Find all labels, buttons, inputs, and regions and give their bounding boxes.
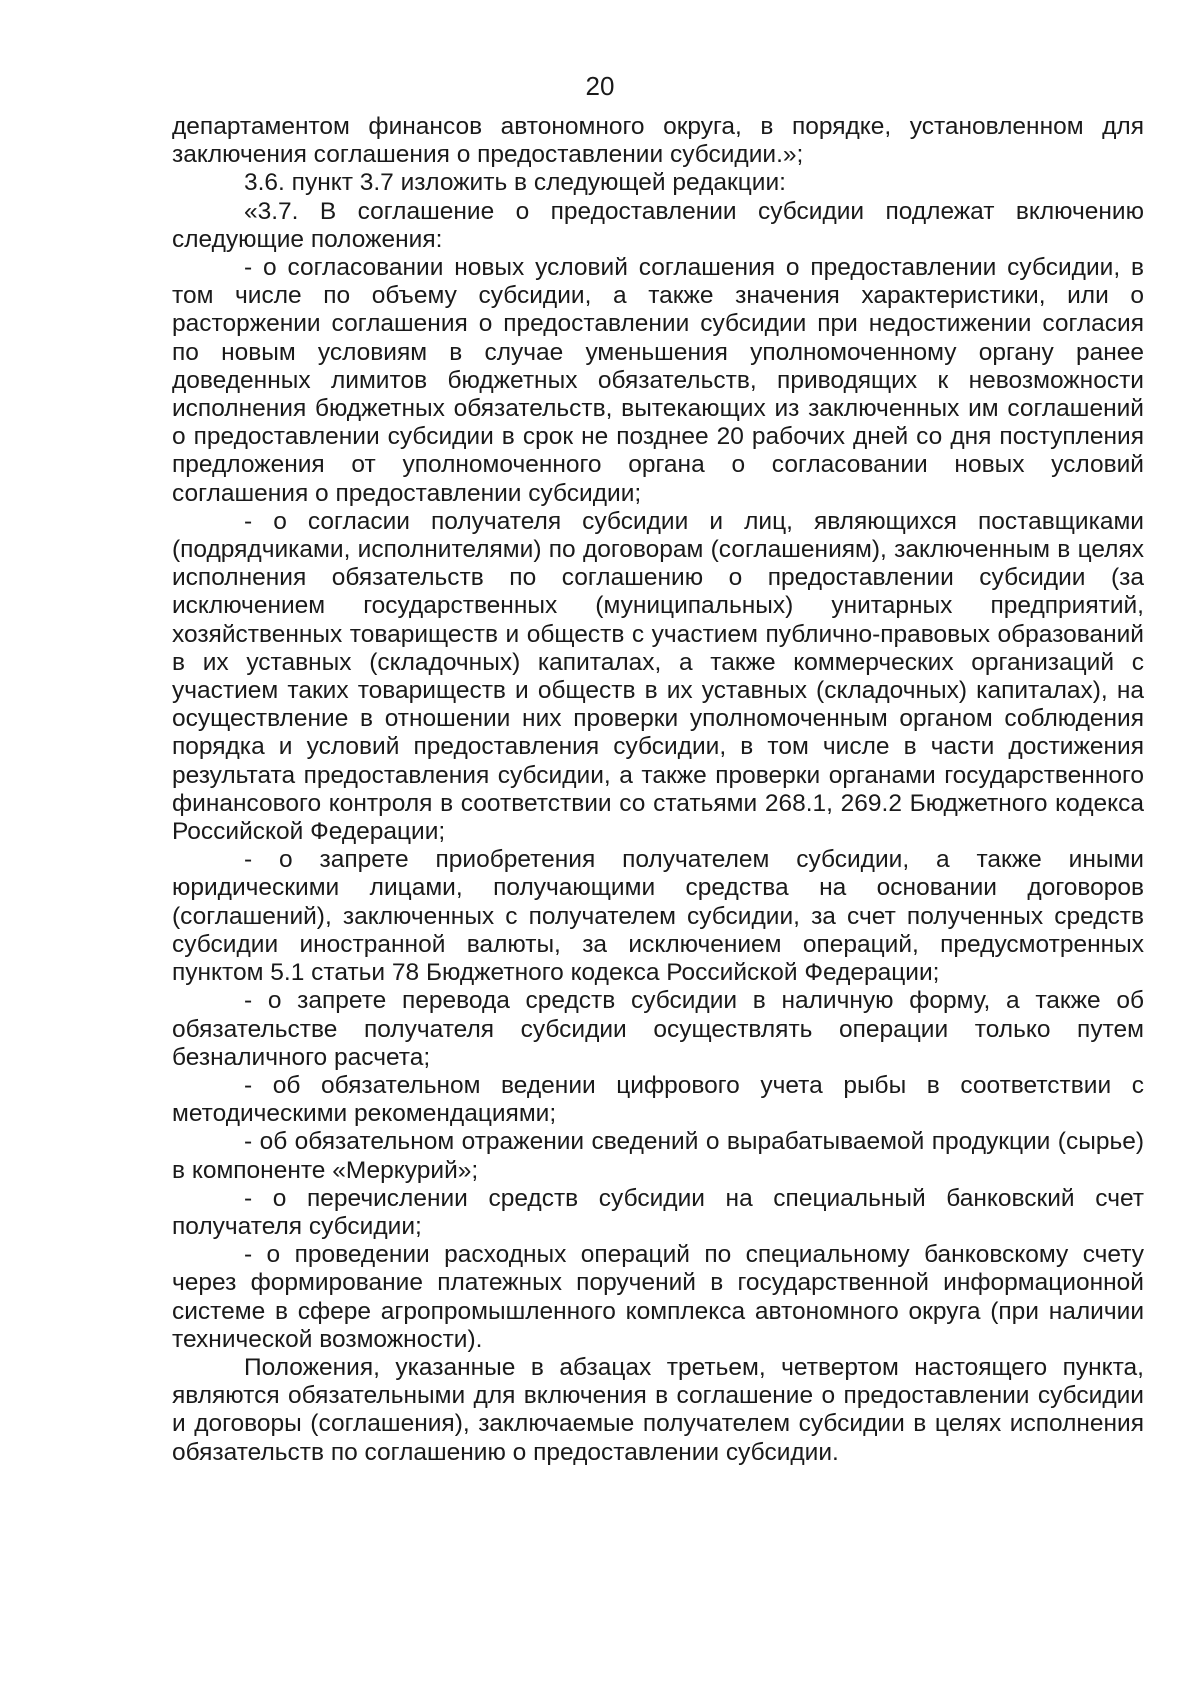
paragraph-provision-foreign-currency: - о запрете приобретения получателем субсидии, а также иными юридическими лицами, получающими средства на основании договоров (соглашений), заключенных с получателем субсидии, за счет полученных средств субсидии иностранной валюты, за исключением операций, предусмотренных пунктом 5.1 статьи 78 Бюджетного кодекса Российской Федерации; — [172, 846, 1144, 987]
paragraph-provision-cash-ban: - о запрете перевода средств субсидии в наличную форму, а также об обязательстве получателя субсидии осуществлять операции только путем безналичного расчета; — [172, 987, 1144, 1071]
paragraph-provision-mercury: - об обязательном отражении сведений о вырабатываемой продукции (сырье) в компоненте «Меркурий»; — [172, 1128, 1144, 1184]
paragraph-provision-payment-orders: - о проведении расходных операций по специальному банковскому счету через формирование платежных поручений в государственной информационной системе в сфере агропромышленного комплекса автономного округа (при наличии технической возможности). — [172, 1241, 1144, 1353]
paragraph-item-3-7: «3.7. В соглашение о предоставлении субсидии подлежат включению следующие положения: — [172, 197, 1144, 253]
paragraph-provision-new-terms: - о согласовании новых условий соглашения о предоставлении субсидии, в том числе по объему субсидии, а также значения характеристики, или о расторжении соглашения о предоставлении субсидии при недостижении согласия по новым условиям в случае уменьшения уполномоченному органу ранее доведенных лимитов бюджетных обязательств, приводящих к невозможности исполнения бюджетных обязательств, вытекающих из заключенных им соглашений о предоставлении субсидии в срок не позднее 20 рабочих дней со дня поступления предложения от уполномоченного органа о согласовании новых условий соглашения о предоставлении субсидии; — [172, 254, 1144, 507]
paragraph-continuation: департаментом финансов автономного округа, в порядке, установленном для заключения соглашения о предоставлении субсидии.»; — [172, 113, 1144, 169]
document-body — [172, 113, 1144, 1467]
paragraph-provision-fish-accounting: - об обязательном ведении цифрового учета рыбы в соответствии с методическими рекомендациями; — [172, 1071, 1144, 1128]
paragraph-mandatory-provisions: Положения, указанные в абзацах третьем, четвертом настоящего пункта, являются обязательными для включения в соглашение о предоставлении субсидии и договоры (соглашения), заключаемые получателем субсидии в целях исполнения обязательств по соглашению о предоставлении субсидии. — [172, 1353, 1144, 1466]
page-number: 20 — [585, 71, 615, 101]
paragraph-provision-consent-audit: - о согласии получателя субсидии и лиц, являющихся поставщиками (подрядчиками, исполнителями) по договорам (соглашениям), заключенным в целях исполнения обязательств по соглашению о предоставлении субсидии (за исключением государственных (муниципальных) унитарных предприятий, хозяйственных товариществ и обществ с участием публично-правовых образований в их уставных (складочных) капиталах, а также коммерческих организаций с участием таких товариществ и обществ в их уставных (складочных) капиталах), на осуществление в отношении них проверки уполномоченным органом соблюдения порядка и условий предоставления субсидии, в том числе в части достижения результата предоставления субсидии, а также проверки органами государственного финансового контроля в соответствии со статьями 268.1, 269.2 Бюджетного кодекса Российской Федерации; — [172, 507, 1144, 846]
paragraph-item-3-6: 3.6. пункт 3.7 изложить в следующей редакции: — [244, 169, 786, 197]
paragraph-provision-special-account: - о перечислении средств субсидии на специальный банковский счет получателя субсидии; — [172, 1184, 1144, 1240]
